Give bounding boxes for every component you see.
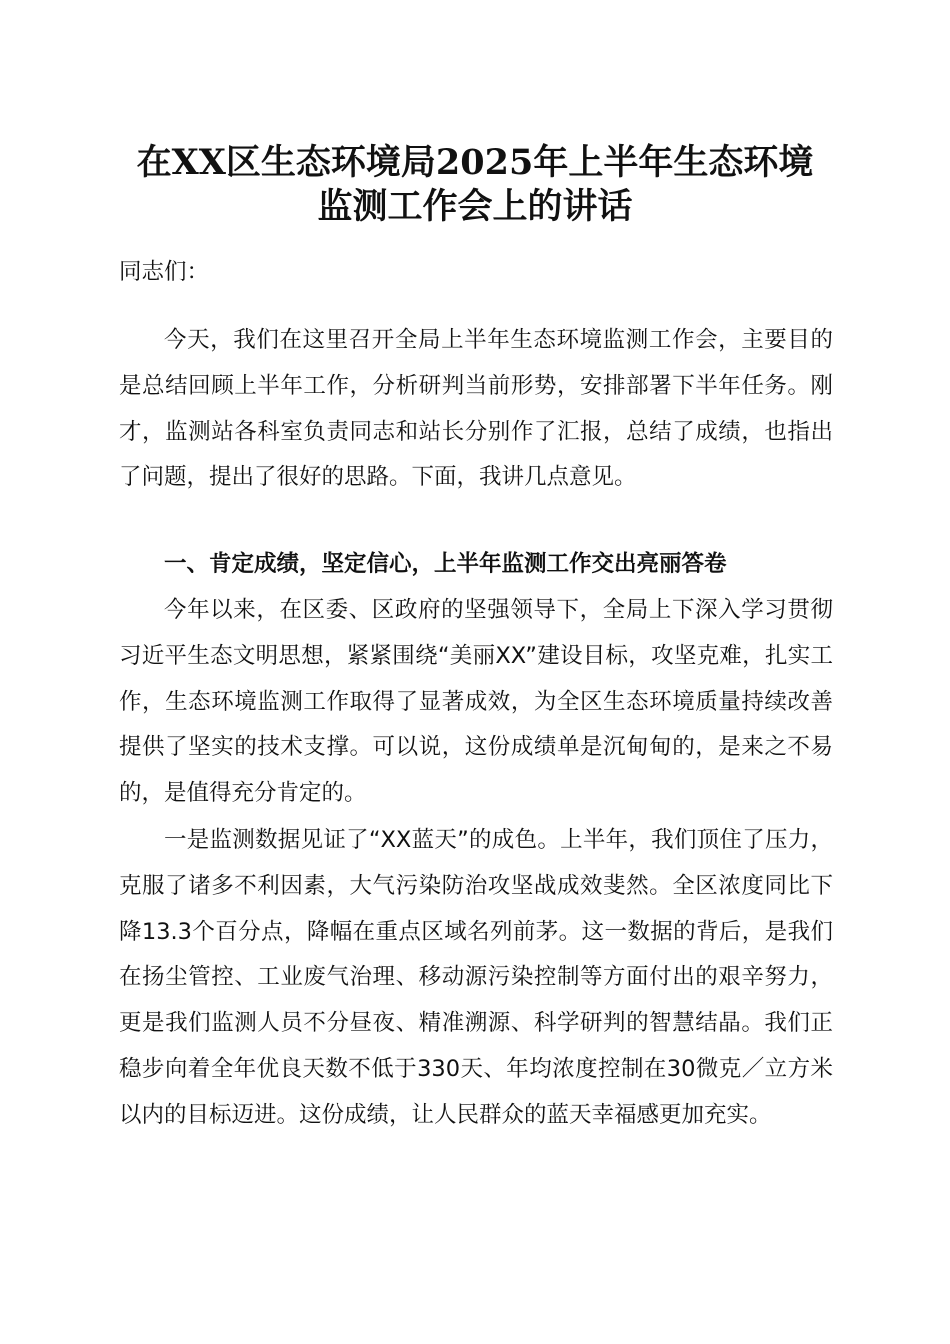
salutation: 同志们： xyxy=(119,259,210,285)
document-title-line-1: 在XX区生态环境局2025年上半年生态环境 xyxy=(136,142,814,183)
section-heading-1: 一、肯定成绩，坚定信心，上半年监测工作交出亮丽答卷 xyxy=(164,551,727,577)
point1-lead-sentence: 一是监测数据见证了“XX蓝天”的成色。 xyxy=(164,827,561,853)
point1-body-text: 上半年，我们顶住了压力，克服了诸多不利因素，大气污染防治攻坚战成效斐然。全区浓度同比下降13.3个百分点，降幅在重点区域名列前茅。这一数据的背后，是我们在扬尘管控、工业废气治理、移动源污染控制等方面付出的艰辛努力，更是我们监测人员不分昼夜、精准溯源、科学研判的智慧结晶。我们正稳步向着全年优良天数不低于330天、年均浓度控制在30微克／立方米以内的目标迈进。这份成绩，让人民群众的蓝天幸福感更加充实。 xyxy=(119,827,833,1128)
document-title-line-2: 监测工作会上的讲话 xyxy=(317,186,633,227)
point1-paragraph xyxy=(119,818,833,1139)
section1-paragraph: 今年以来，在区委、区政府的坚强领导下，全局上下深入学习贯彻习近平生态文明思想，紧紧围绕“美丽XX”建设目标，攻坚克难，扎实工作，生态环境监测工作取得了显著成效，为全区生态环境质量持续改善提供了坚实的技术支撑。可以说，这份成绩单是沉甸甸的，是来之不易的，是值得充分肯定的。 xyxy=(119,597,833,807)
intro-paragraph: 今天，我们在这里召开全局上半年生态环境监测工作会，主要目的是总结回顾上半年工作，分析研判当前形势，安排部署下半年任务。刚才，监测站各科室负责同志和站长分别作了汇报，总结了成绩，也指出了问题，提出了很好的思路。下面，我讲几点意见。 xyxy=(119,327,833,491)
